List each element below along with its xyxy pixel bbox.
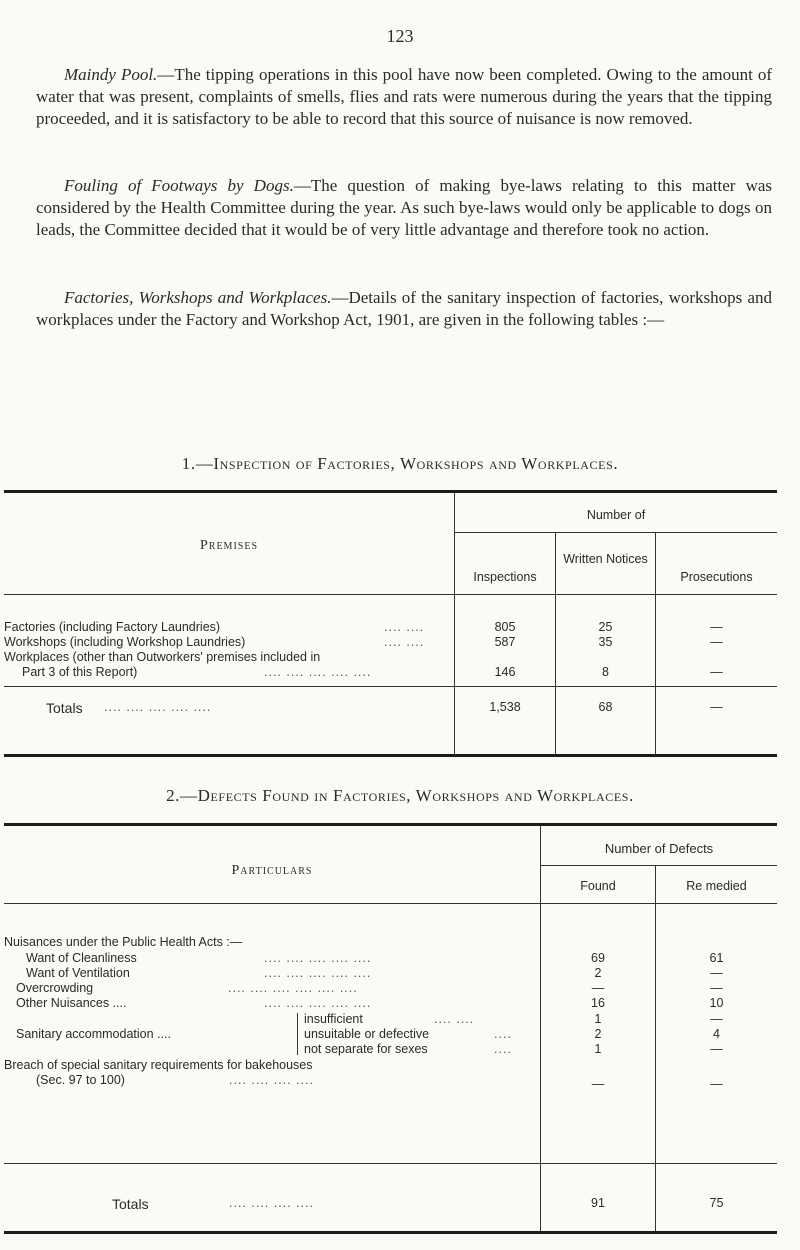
header-rule [541, 865, 777, 866]
found-value: — [591, 981, 605, 995]
inspections-header: Inspections [473, 570, 537, 584]
premises-header: Premises [199, 538, 259, 553]
header-rule [4, 903, 777, 904]
number-of-header: Number of [586, 508, 646, 522]
remedied-value: 61 [709, 951, 724, 965]
totals-rule [4, 686, 777, 687]
notices-value: 25 [598, 620, 613, 634]
row-label: Workplaces (other than Outworkers' premises included in [4, 650, 321, 664]
remedied-value: 4 [713, 1027, 720, 1041]
row-label-continued: Part 3 of this Report) [22, 665, 138, 679]
leader-dots: .... .... .... .... [229, 1073, 314, 1087]
found-value: 1 [594, 1012, 602, 1026]
paragraph-fouling [36, 175, 772, 241]
prosecutions-value: — [710, 635, 723, 649]
totals-rule [4, 1163, 777, 1164]
row-label: Factories (including Factory Laundries) [4, 620, 221, 634]
inspection-table [4, 490, 777, 758]
totals-label: Totals [46, 700, 83, 716]
leader-dots: .... .... .... .... .... [264, 996, 372, 1010]
table-rule-top [4, 490, 777, 493]
table2-title: 2.—Defects Found in Factories, Workshops and Workplaces. [166, 786, 634, 805]
prosecutions-header: Prosecutions [680, 570, 753, 584]
leader-dots: .... .... .... .... .... [264, 951, 372, 965]
written-notices-header: Written Notices [563, 552, 648, 566]
leader-dots: .... .... .... .... .... [264, 966, 372, 980]
row-label: Workshops (including Workshop Laundries) [4, 635, 246, 649]
paragraph-maindy-pool [36, 64, 772, 130]
defects-table [4, 823, 777, 1235]
found-value: 2 [594, 1027, 602, 1041]
nuisances-intro: Nuisances under the Public Health Acts :— [4, 935, 243, 949]
leader-dots: .... .... [384, 635, 425, 649]
header-rule [455, 532, 777, 533]
paragraph-factories [36, 287, 772, 331]
header-rule [4, 594, 777, 595]
remedied-total: 75 [709, 1196, 724, 1210]
notices-value: 8 [602, 665, 609, 679]
leader-dots: .... .... [384, 620, 425, 634]
row-label: Want of Ventilation [26, 966, 130, 980]
found-value: — [591, 1077, 605, 1091]
particulars-header: Particulars [231, 863, 313, 878]
table-rule-bottom [4, 754, 777, 757]
remedied-value: 10 [709, 996, 724, 1010]
found-value: 2 [594, 966, 602, 980]
leader-dots: .... .... .... .... .... .... [228, 981, 358, 995]
table1-title: 1.—Inspection of Factories, Workshops and Workplaces. [181, 454, 619, 473]
row-label: Overcrowding [16, 981, 94, 995]
leader-dots: .... [494, 1042, 512, 1056]
row-label: Want of Cleanliness [26, 951, 137, 965]
remedied-value: — [710, 981, 723, 995]
row-label: unsuitable or defective [304, 1027, 430, 1041]
row-label: not separate for sexes [304, 1042, 428, 1056]
brace-bracket [297, 1013, 298, 1055]
found-value: 16 [591, 996, 605, 1010]
row-label-continued: (Sec. 97 to 100) [36, 1073, 125, 1087]
leader-dots: .... [494, 1027, 512, 1041]
prosecutions-total: — [710, 700, 723, 714]
found-header: Found [580, 879, 616, 893]
paragraph-text: —The question of making bye-laws relating to this matter was considered by the Health Committee during the year. As such bye-laws would only be applicable to dogs on leads, the Committee decided that it would be of very little advantage and therefore took no action. [36, 176, 773, 239]
inspections-value: 805 [494, 620, 516, 634]
remedied-value: — [710, 1077, 723, 1091]
inspections-value: 587 [494, 635, 516, 649]
paragraph-lead: Factories, Workshops and Workplaces. [64, 288, 332, 307]
leader-dots: .... .... [434, 1012, 475, 1026]
found-value: 69 [591, 951, 605, 965]
prosecutions-value: — [710, 665, 723, 679]
row-label: insufficient [304, 1012, 363, 1026]
paragraph-text: —Details of the sanitary inspection of factories, workshops and workplaces under the Factory and Workshop Act, 1901, are given in the following tables :— [36, 288, 772, 329]
table-rule-top [4, 823, 777, 826]
prosecutions-value: — [710, 620, 723, 634]
row-label: Breach of special sanitary requirements for bakehouses [4, 1058, 313, 1072]
page-number: 123 [386, 26, 414, 46]
found-value: 1 [594, 1042, 602, 1056]
paragraph-lead: Maindy Pool. [64, 65, 158, 84]
leader-dots: .... .... .... .... [229, 1196, 314, 1210]
row-label: Other Nuisances .... [16, 996, 127, 1010]
found-total: 91 [591, 1196, 605, 1210]
paragraph-text: —The tipping operations in this pool have now been completed. Owing to the amount of water that was present, complaints of smells, flies and rats were numerous during the years that the tipping proceeded, and it is satisfactory to be able to record that this source of nuisance is now removed. [36, 65, 772, 128]
sanitary-accommodation-label: Sanitary accommodation .... [16, 1027, 171, 1041]
remedied-value: — [710, 1012, 723, 1026]
inspections-value: 146 [494, 665, 516, 679]
remedied-header: Re medied [686, 879, 747, 893]
inspections-total: 1,538 [489, 700, 521, 714]
leader-dots: .... .... .... .... .... [264, 665, 372, 679]
paragraph-lead: Fouling of Footways by Dogs. [64, 176, 294, 195]
leader-dots: .... .... .... .... .... [104, 700, 212, 714]
number-of-defects-header: Number of Defects [604, 841, 714, 856]
remedied-value: — [710, 966, 723, 980]
notices-total: 68 [598, 700, 613, 714]
table-rule-bottom [4, 1231, 777, 1234]
totals-label: Totals [112, 1196, 149, 1212]
notices-value: 35 [598, 635, 613, 649]
remedied-value: — [710, 1042, 723, 1056]
